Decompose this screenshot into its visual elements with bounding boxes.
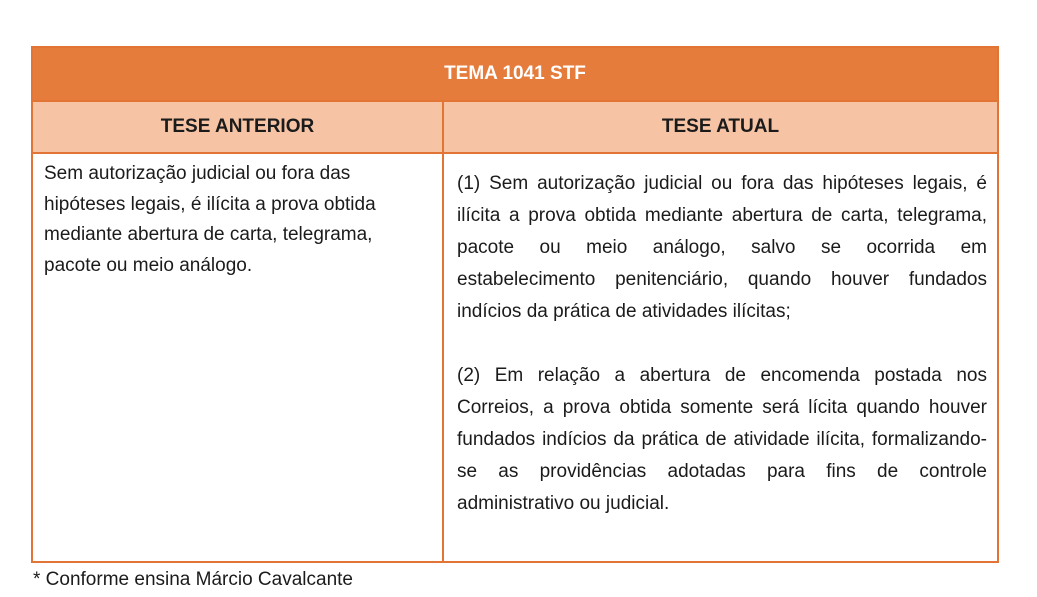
paragraph-spacer — [457, 328, 987, 360]
header-tese-atual: TESE ATUAL — [661, 116, 780, 137]
tese-atual-paragraph-2: (2) Em relação a abertura de encomenda postada nos Correios, a prova obtida somente será lícita quando houver fundados indícios da prática de atividade ilícita, formalizando-se as providências adotadas para fins de controle administrativo ou judicial. — [457, 365, 987, 514]
cell-tese-atual — [444, 154, 997, 561]
table-title: TEMA 1041 STF — [33, 48, 997, 100]
table-body-row — [33, 154, 997, 561]
cell-tese-anterior — [33, 154, 444, 561]
tese-anterior-text: Sem autorização judicial ou fora das hipóteses legais, é ilícita a prova obtida mediante abertura de carta, telegrama, pacote ou meio análogo. — [44, 163, 376, 276]
comparison-table — [31, 46, 999, 563]
header-tese-anterior: TESE ANTERIOR — [33, 102, 444, 152]
tese-atual-paragraph-1: (1) Sem autorização judicial ou fora das hipóteses legais, é ilícita a prova obtida mediante abertura de carta, telegrama, pacote ou meio análogo, salvo se ocorrida em estabelecimento penitenciário, quando houver fundados indícios da prática de atividades ilícitas; — [457, 173, 987, 322]
table-header-row — [33, 100, 997, 154]
footnote: * Conforme ensina Márcio Cavalcante — [33, 569, 353, 590]
